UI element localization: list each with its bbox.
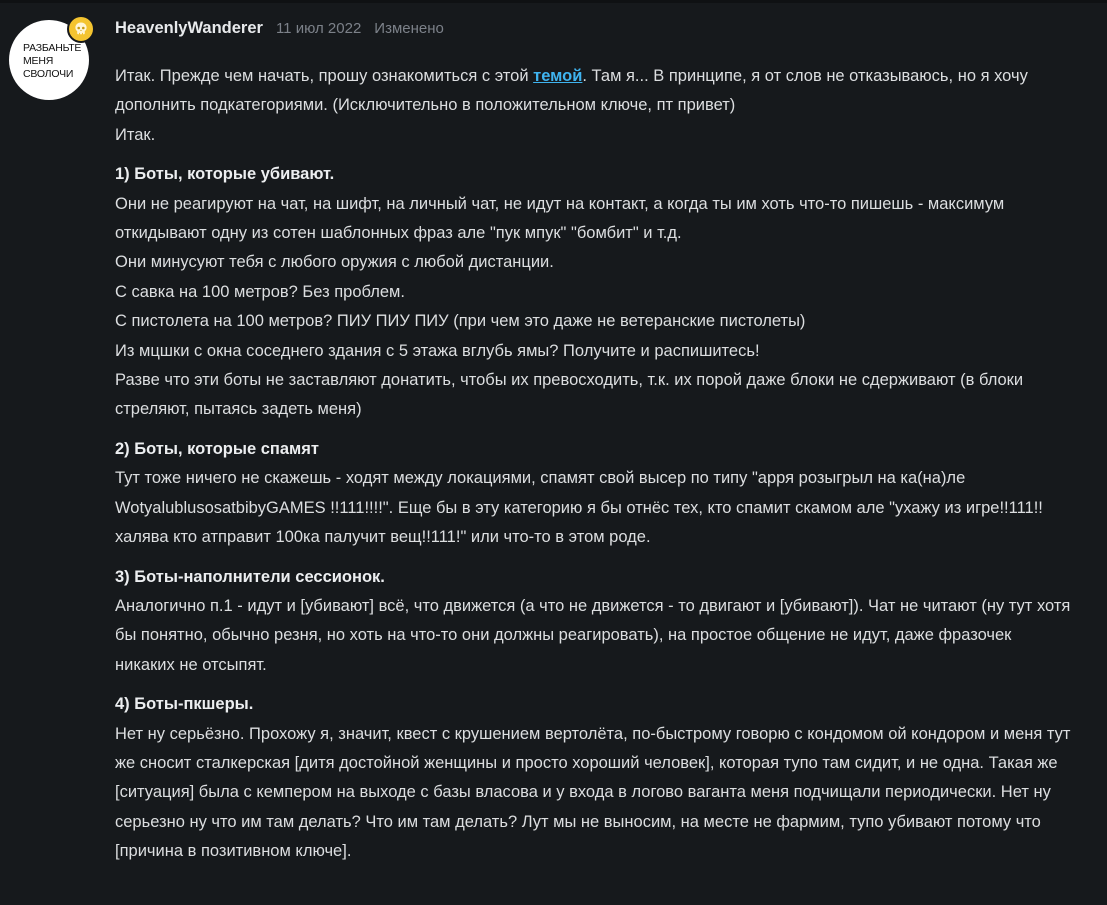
- section-line: Разве что эти боты не заставляют донатить, чтобы их превосходить, т.к. их порой даже блоки не сдерживают (в блоки стреляют, пытаясь задеть меня): [115, 371, 1024, 419]
- intro-text-after: . Там я... В принципе, я от слов не отказываюсь, но я хочу дополнить подкатегориями. (Исключительно в положительном ключе, пт привет): [115, 67, 1028, 115]
- section-line: С пистолета на 100 метров? ПИУ ПИУ ПИУ (при чем это даже не ветеранские пистолеты): [115, 312, 806, 331]
- section-heading: [115, 435, 1075, 464]
- intro-line: Итак.: [115, 125, 156, 144]
- section-line: Из мцшки с окна соседнего здания с 5 этажа вглубь ямы? Получите и распишитесь!: [115, 341, 760, 360]
- intro-text-before: Итак. Прежде чем начать, прошу ознакомиться с этой: [115, 67, 534, 85]
- edited-label: Изменено: [374, 20, 444, 37]
- top-divider: [0, 0, 1107, 3]
- spacer: [115, 150, 1075, 160]
- section-3-heading: 3) Боты-наполнители сессионок.: [115, 567, 385, 586]
- section-1-heading: 1) Боты, которые убивают.: [115, 165, 335, 184]
- section-heading: [115, 690, 1075, 719]
- section-line: Они не реагируют на чат, на шифт, на личный чат, не идут на контакт, а когда ты им хоть что-то пишешь - максимум откидывают одну из сотен шаблонных фраз але "пук мпук" "бомбит" и т.д.: [115, 194, 1005, 243]
- section-heading: [115, 563, 1075, 592]
- comment-header: [115, 19, 444, 43]
- avatar-caption-line: МЕНЯ: [23, 54, 54, 67]
- topic-link[interactable]: темой: [533, 67, 583, 85]
- section-heading: [115, 160, 1075, 189]
- avatar-caption: [23, 41, 82, 81]
- avatar-container[interactable]: [9, 20, 89, 100]
- section-line: Тут тоже ничего не скажешь - ходят между локациями, спамят свой высер по типу "арря розыгрыл на ка(на)ле WotyalublusosatbibyGAMES !!111!!!!". Еще бы в эту категорию я бы отнёс тех, кто спамит скамом але "ухажу из игре!!111!! халява кто атправит 100ка палучит вещ!!111!" или что-то в этом роде.: [115, 469, 1043, 547]
- author-name[interactable]: HeavenlyWanderer: [115, 19, 263, 37]
- skull-badge: [67, 15, 95, 43]
- intro-paragraph: [115, 62, 1075, 121]
- spacer: [115, 425, 1075, 435]
- section-4-heading: 4) Боты-пкшеры.: [115, 695, 254, 714]
- section-line: Аналогично п.1 - идут и [убивают] всё, что движется (а что не движется - то двигают и [убивают]). Чат не читают (ну тут хотя бы понятно, обычно резня, но хоть на что-то они должны реагировать), на простое общение не идут, даже фразочек никаких не отсыпят.: [115, 596, 1071, 674]
- spacer: [115, 553, 1075, 563]
- spacer: [115, 680, 1075, 690]
- comment-body: [115, 62, 1075, 867]
- section-2-heading: 2) Боты, которые спамят: [115, 439, 319, 458]
- avatar-caption-line: СВОЛОЧИ: [23, 67, 74, 80]
- section-line: Они минусуют тебя с любого оружия с любой дистанции.: [115, 253, 554, 272]
- comment-date[interactable]: 11 июл 2022: [275, 20, 362, 37]
- section-line: С савка на 100 метров? Без проблем.: [115, 282, 405, 301]
- section-line: Нет ну серьёзно. Прохожу я, значит, квест с крушением вертолёта, по-быстрому говорю с кондомом ой кондором и меня тут же сносит сталкерская [дитя достойной женщины и просто хороший человек], которая тупо там сидит, и не одна. Такая же [ситуация] была с кемпером на выходе с базы власова и у входа в логово ваганта меня подчищали периодически. Нет ну серьезно ну что им там делать? Что им там делать? Лут мы не выносим, на месте не фармим, тупо убивают потому что [причина в позитивном ключе].: [115, 724, 1071, 861]
- avatar-caption-line: РАЗБАНЬТЕ: [23, 41, 82, 54]
- skull-icon: [73, 21, 89, 37]
